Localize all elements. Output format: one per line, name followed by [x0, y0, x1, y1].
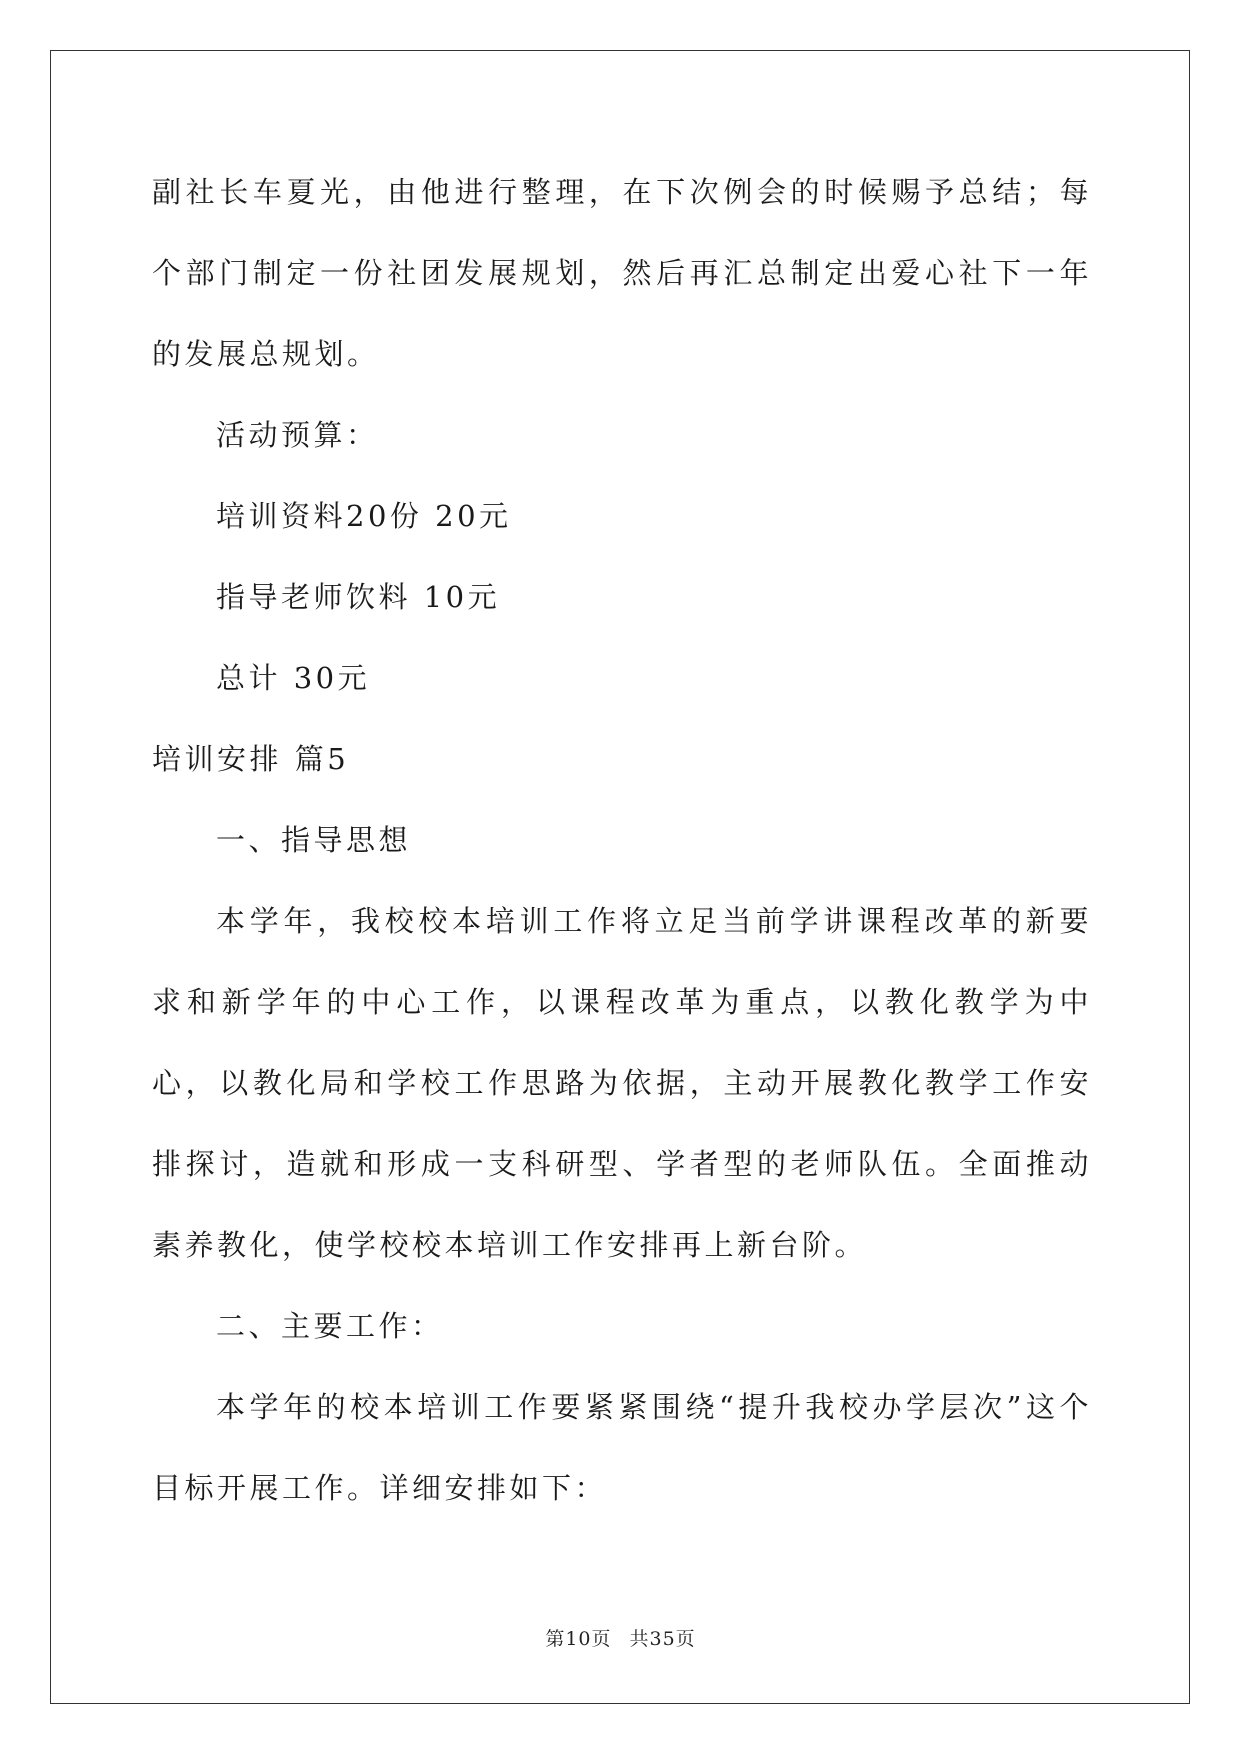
paragraph-main-work: 本学年的校本培训工作要紧紧围绕“提升我校办学层次”这个目标开展工作。详细安排如下： — [152, 1390, 1092, 1505]
total-pages-label: 共35页 — [629, 1628, 696, 1650]
paragraph-guiding-ideology: 本学年，我校校本培训工作将立足当前学讲课程改革的新要求和新学年的中心工作，以课程改革为重点，以教化教学为中心，以教化局和学校工作思路为依据，主动开展教化教学工作安排探讨，造就和形成一支科研型、学者型的老师队伍。全面推动素养教化，使学校校本培训工作安排再上新台阶。 — [152, 904, 1092, 1262]
paragraph-continuation: 副社长车夏光，由他进行整理，在下次例会的时候赐予总结；每个部门制定一份社团发展规划，然后再汇总制定出爱心社下一年的发展总规划。 — [152, 175, 1092, 371]
budget-item-training-materials: 培训资料20份 20元 — [216, 499, 512, 533]
page-footer — [0, 1624, 1241, 1651]
paragraph-budget-heading: 活动预算： — [216, 418, 379, 452]
subheading-guiding-ideology: 一、指导思想 — [216, 823, 412, 857]
current-page-label: 第10页 — [545, 1628, 612, 1650]
section-title: 培训安排 篇5 — [152, 742, 350, 776]
budget-item-teacher-drinks: 指导老师饮料 10元 — [216, 580, 501, 614]
subheading-main-work: 二、主要工作： — [216, 1309, 444, 1343]
document-body — [152, 152, 1092, 1529]
budget-total: 总计 30元 — [216, 661, 371, 695]
